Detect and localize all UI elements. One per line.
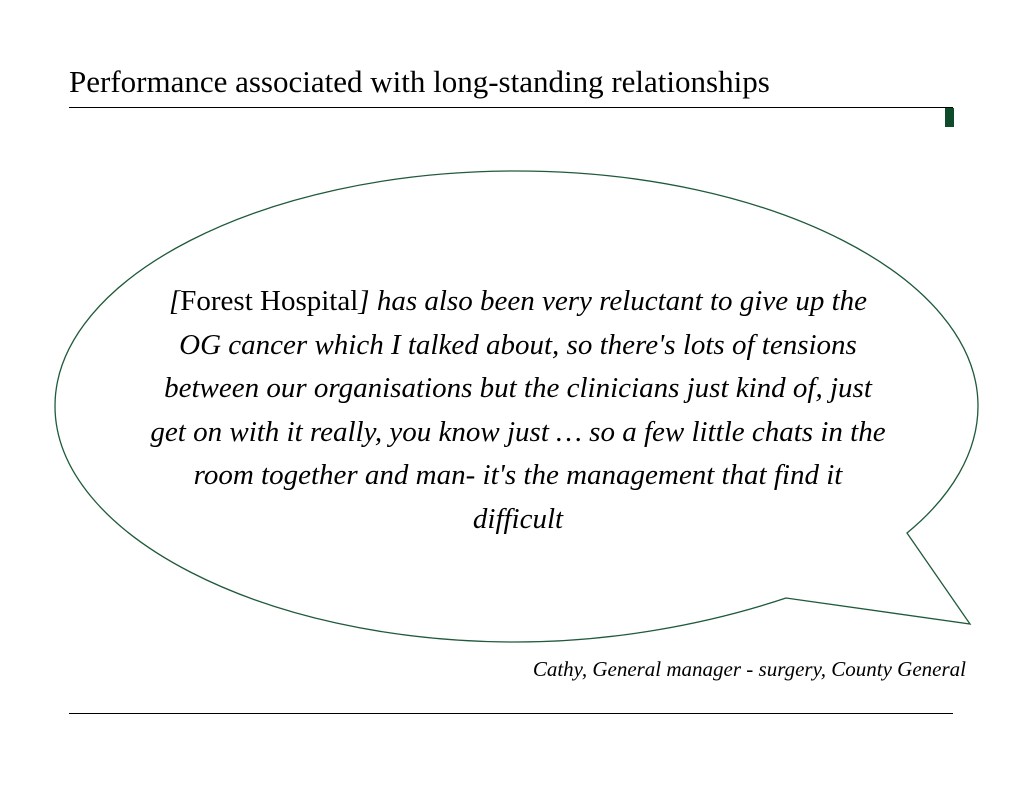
quote-hospital-name: Forest Hospital [180,285,359,317]
slide-title: Performance associated with long-standing relationships [69,64,770,99]
quote-body: has also been very reluctant to give up the OG cancer which I talked about, so there's lots of tensions between our organisations but the clinicians just kind of, just get on with it really, you know just … so a few little chats in the room together and man- it's the management that find it difficult [150,285,886,535]
footer-divider [69,713,953,714]
quote-open-bracket: [ [168,285,181,317]
quote-attribution: Cathy, General manager - surgery, County General [532,657,966,681]
quote-text [148,280,888,541]
quote-close-bracket: ] [358,285,370,317]
